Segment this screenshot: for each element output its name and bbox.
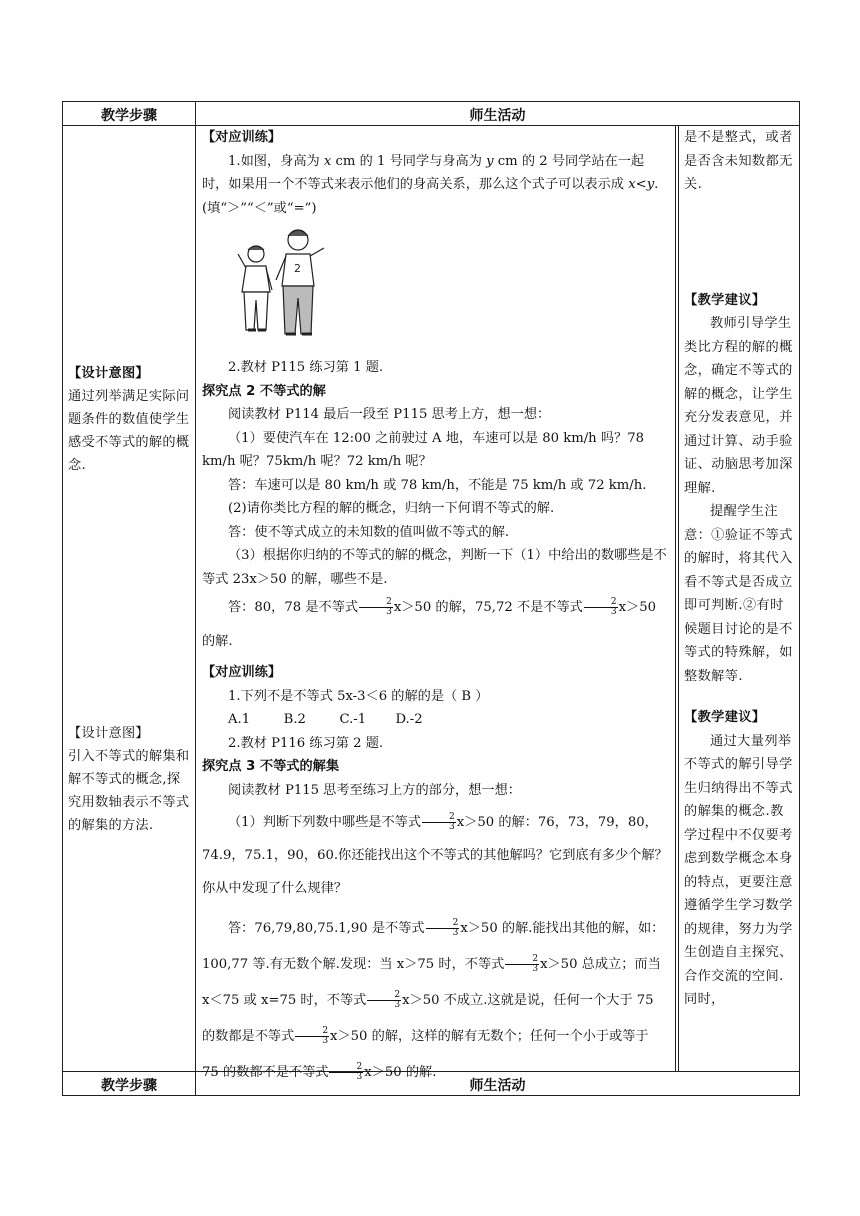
students-height-figure [202, 220, 669, 356]
section-2-answer-3: 答：80，78 是不等式 $\frac{2}{3}$ x＞50 的解，75,72 不是不等式 $\frac{2}{3}$ x＞50 的解. [202, 597, 656, 649]
section-3-answer: 答：76,79,80,75.1,90 是不等式 $\frac{2}{3}$ x＞50 的解.能找出其他的解，如：100,77 等.有无数个解.发现：当 x＞75 时，不等式 $\frac{2}{3}$ x＞50 总成立；而当 x＜75 或 x=75 时，不等式 $\frac{2}{3}$ x＞50 不成立.这就是说，任何一个大于 75 的数都是不等式 $\frac{2}{3}$ x＞50 的解，这样的解有无数个；任何一个小于或等于 75 的数都不是不等式 $\frac{2}{3}$ x＞50 的解. [202, 918, 665, 1082]
teaching-suggestion-1-para-1: 教师引导学生类比方程的解的概念，确定不等式的解的概念，让学生充分发表意见，并通过计算、动手验证、动脑思考加深理解. [684, 316, 793, 496]
section-3-reading: 阅读教材 P115 思考至练习上方的部分，想一想： [228, 782, 521, 798]
student-2-number: 2 [294, 262, 301, 275]
training-2-title: 【对应训练】 [202, 665, 282, 680]
header-activity-label: 师生活动 [469, 108, 526, 124]
fraction-two-thirds: $\frac{2}{3}$ [367, 991, 401, 1010]
training-1-title: 【对应训练】 [202, 130, 282, 145]
training-2-question-1: 1.下列不是不等式 5x-3＜6 的解的是（ B ） [228, 688, 489, 704]
section-2-reading: 阅读教材 P114 最后一段至 P115 思考上方，想一想： [228, 407, 551, 422]
footer-activity-label: 师生活动 [469, 1078, 526, 1094]
teaching-suggestion-2-para-1: 通过大量列举不等式的解引导学生归纳得出不等式的解集的概念.教学过程中不仅要考虑到数学概念本身的特点，更要注意遵循学生学习数学的规律，努力为学生创造自主探究、合作交流的空间.同时， [684, 733, 793, 1007]
teaching-suggestion-2-title: 【教学建议】 [684, 710, 766, 725]
notes-intro: 是不是整式，或者是否含未知数都无关. [684, 130, 793, 192]
training-2-question-2: 2.教材 P116 练习第 2 题. [228, 735, 384, 751]
training-1-question-2: 2.教材 P115 练习第 1 题. [228, 360, 384, 375]
fraction-two-thirds: $\frac{2}{3}$ [295, 1027, 329, 1046]
header-step-label: 教学步骤 [101, 108, 157, 124]
design-intent-2-text: 引入不等式的解集和解不等式的概念,探究用数轴表示不等式的解集的方法. [68, 749, 190, 833]
fraction-two-thirds: $\frac{2}{3}$ [505, 955, 539, 974]
fraction-two-thirds: $\frac{2}{3}$ [422, 813, 456, 832]
column-divider-2-double [678, 125, 679, 1071]
section-2-title: 探究点 2 不等式的解 [202, 383, 326, 399]
section-2-answer-1: 答：车速可以是 80 km/h 或 78 km/h，不能是 75 km/h 或 72 km/h. [228, 477, 647, 493]
design-intent-1 [68, 362, 190, 477]
section-2-question-1: （1）要使汽车在 12:00 之前驶过 A 地，车速可以是 80 km/h 吗？78 km/h 呢？75km/h 呢？72 km/h 呢？ [202, 430, 645, 469]
section-3-title: 探究点 3 不等式的解集 [202, 759, 340, 774]
design-intent-2 [68, 722, 190, 837]
section-2-question-2: (2)请你类比方程的解的概念，归纳一下何谓不等式的解. [228, 501, 555, 516]
section-2-question-3: （3）根据你归纳的不等式的解的概念，判断一下（1）中给出的数哪些是不等式 23x＞50 的解，哪些不是. [202, 548, 667, 587]
main-activity-content [202, 126, 669, 1091]
two-students-illustration [224, 220, 334, 354]
section-2-answer-2: 答：使不等式成立的未知数的值叫做不等式的解. [228, 524, 510, 540]
design-intent-2-title: 【设计意图】 [68, 726, 149, 741]
table-bottom-border [62, 1095, 800, 1096]
footer-step-label: 教学步骤 [101, 1078, 157, 1094]
teaching-notes-column [684, 126, 794, 1012]
teaching-suggestion-1-para-2: 提醒学生注意：①验证不等式的解时，将其代入看不等式是否成立即可判断.②有时候题目讨论的是不等式的特殊解，如整数解等. [684, 504, 793, 684]
fraction-two-thirds: $\frac{2}{3}$ [329, 1063, 363, 1082]
column-divider-2-double [675, 125, 676, 1071]
section-3-question: （1）判断下列数中哪些是不等式 $\frac{2}{3}$ x＞50 的解：76，73，79，80，74.9，75.1，90，60.你还能找出这个不等式的其他解吗？它到底有多少个解？你从中发现了什么规律？ [202, 812, 668, 896]
fraction-two-thirds: $\frac{2}{3}$ [584, 598, 618, 617]
training-2-options: A.1 B.2 C.-1 D.-2 [228, 712, 423, 727]
design-intent-1-title: 【设计意图】 [68, 366, 149, 381]
fraction-two-thirds: $\frac{2}{3}$ [359, 598, 393, 617]
table-top-border [62, 101, 800, 102]
fraction-two-thirds: $\frac{2}{3}$ [426, 919, 460, 938]
training-1-question-1: 1.如图，身高为 x cm 的 1 号同学与身高为 y cm 的 2 号同学站在一起时，如果用一个不等式来表示他们的身高关系，那么这个式子可以表示成 x<y.(填“＞”“＜”或“=”) [202, 153, 659, 216]
column-divider-1 [195, 101, 196, 1096]
design-intent-1-text: 通过列举满足实际问题条件的数值使学生感受不等式的解的概念. [68, 389, 190, 473]
table-right-border [799, 101, 800, 1096]
teaching-suggestion-1-title: 【教学建议】 [684, 292, 766, 308]
table-left-border [62, 101, 63, 1096]
